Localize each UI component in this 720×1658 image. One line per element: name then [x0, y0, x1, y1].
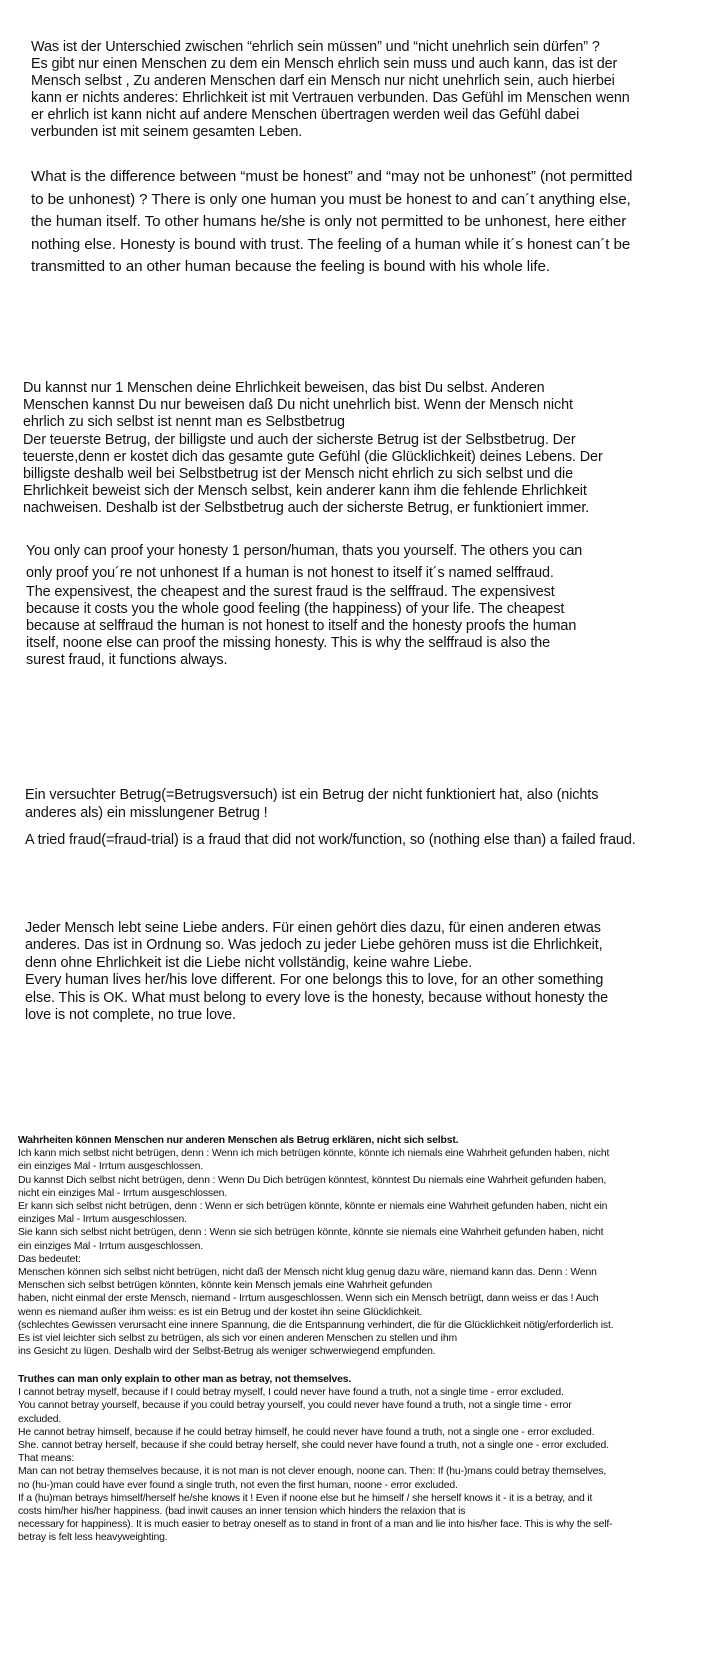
paragraph-german-honesty: [31, 39, 630, 140]
paragraph-english-selffraud: [26, 540, 582, 669]
text-line: ein einziges Mal - Irrtum ausgeschlossen.: [18, 1161, 204, 1173]
text-line: Menschen kannst Du nur beweisen daß Du nicht unehrlich bist. Wenn der Mensch nicht: [23, 397, 573, 414]
text-line: Ehrlichkeit beweist sich der Mensch selbst, kein anderer kann ihm die fehlende Ehrlichkeit: [23, 483, 587, 500]
text-line: the human itself. To other humans he/she is only not permitted to be unhonest, here either: [31, 213, 627, 231]
text-line: betray is felt less heavyweighting.: [18, 1532, 168, 1544]
text-line: The expensivest, the cheapest and the surest fraud is the selffraud. The expensivest: [26, 584, 555, 600]
text-line: Sie kann sich selbst nicht betrügen, denn : Wenn sie sich betrügen könnte, könnte sie niemals eine Wahrheit gefunden haben, nicht: [18, 1227, 604, 1239]
text-line: I cannot betray myself, because if I could betray myself, I could never have found a truth, not a single time - error excluded.: [18, 1387, 564, 1399]
text-line: only proof you´re not unhonest If a human is not honest to itself it´s named selffraud.: [26, 565, 554, 581]
text-line: Der teuerste Betrug, der billigste und auch der sicherste Betrug ist der Selbstbetrug. Der: [23, 431, 576, 448]
text-line: Mensch selbst , Zu anderen Menschen darf ein Mensch nur nicht unehrlich sein, auch hierbei: [31, 72, 615, 89]
text-line: Das bedeutet:: [18, 1253, 81, 1265]
text-line: wenn es niemand außer ihm weiss: es ist ein Betrug und der kostet ihn seine Glücklichkeit.: [18, 1306, 423, 1318]
text-line: costs him/her his/her happiness. (bad inwit causes an inner tension which hinders the relaxion that is: [18, 1506, 466, 1518]
text-line: Was ist der Unterschied zwischen “ehrlich sein müssen” und “nicht unehrlich sein dürfen” ?: [31, 39, 600, 55]
text-line: Er kann sich selbst nicht betrügen, denn : Wenn er sich betrügen könnte, könnte er niemals eine Wahrheit gefunden haben, nicht ein: [18, 1201, 608, 1213]
paragraph-love: [25, 920, 608, 1024]
text-line: no (hu-)man could have ever found a single truth, not even the first human, noone - error excluded.: [18, 1479, 458, 1491]
text-line: transmitted to an other human because the feeling is bound with his whole life.: [31, 258, 550, 276]
text-line: necessary for happiness). It is much easier to betray oneself as to stand in front of a man and lie into his/her face. This is why the self-: [18, 1519, 613, 1531]
text-line: A tried fraud(=fraud-trial) is a fraud that did not work/function, so (nothing else than) a failed fraud.: [25, 832, 636, 848]
text-line: nachweisen. Deshalb ist der Selbstbetrug auch der sicherste Betrug, er funktioniert immer.: [23, 500, 590, 517]
text-line: denn ohne Ehrlichkeit ist die Liebe nicht vollständig, keine wahre Liebe.: [25, 954, 473, 971]
text-line: You only can proof your honesty 1 person/human, thats you yourself. The others you can: [26, 543, 583, 559]
english-truth-heading: Truthes can man only explain to other man as betray, not themselves.: [18, 1374, 352, 1385]
german-truth-block: [18, 1134, 613, 1358]
text-line: kann er nichts anderes: Ehrlichkeit ist mit Vertrauen verbunden. Das Gefühl im Menschen wenn: [31, 89, 630, 106]
text-line: She. cannot betray herself, because if she could betray herself, she could never have found a truth, not a single one - error excluded.: [18, 1440, 609, 1452]
text-line: Du kannst Dich selbst nicht betrügen, denn : Wenn Du Dich betrügen könntest, könntest Du niemals eine Wahrheit gefunden haben,: [18, 1174, 607, 1186]
text-line: anderes als) ein misslungener Betrug !: [25, 805, 268, 822]
paragraph-english-honesty: [31, 166, 632, 279]
text-line: Every human lives her/his love different. For one belongs this to love, for an other something: [25, 972, 604, 989]
text-line: er ehrlich ist kann nicht auf andere Menschen übertragen werden weil das Gefühl dabei: [31, 106, 580, 123]
text-line: verbunden ist mit seinem gesamten Leben.: [31, 123, 303, 140]
text-line: anderes. Das ist in Ordnung so. Was jedoch zu jeder Liebe gehören muss ist die Ehrlichkeit,: [25, 937, 603, 954]
text-line: because at selffraud the human is not honest to itself and the honesty proofs the human: [26, 618, 577, 634]
text-line: Menschen sich selbst betrügen könnten, könnte kein Mensch jemals eine Wahrheit gefunden: [18, 1280, 432, 1292]
text-line: What is the difference between “must be honest” and “may not be unhonest” (not permitted: [31, 168, 633, 185]
text-line: ins Gesicht zu lügen. Deshalb wird der Selbst-Betrug als weniger schwerwiegend empfunden.: [18, 1346, 436, 1358]
text-line: billigste deshalb weil bei Selbstbetrug ist der Mensch nicht ehrlich zu sich selbst und die: [23, 466, 574, 483]
german-truth-heading: Wahrheiten können Menschen nur anderen Menschen als Betrug erklären, nicht sich selbst.: [18, 1135, 459, 1146]
paragraph-english-fraud-trial: [25, 831, 636, 849]
paragraph-german-selbstbetrug: [23, 380, 603, 518]
text-line: Ein versuchter Betrug(=Betrugsversuch) ist ein Betrug der nicht funktioniert hat, also (nichts: [25, 787, 599, 803]
text-line: einziges Mal - Irrtum ausgeschlossen.: [18, 1214, 187, 1226]
text-line: surest fraud, it functions always.: [26, 652, 228, 668]
text-line: Man can not betray themselves because, it is not man is not clever enough, noone can. Then: If (hu-)mans could betray themselves,: [18, 1466, 607, 1478]
paragraph-german-betrugsversuch: [25, 786, 598, 823]
text-line: nothing else. Honesty is bound with trust. The feeling of a human while it´s honest can´t be: [31, 235, 631, 253]
text-line: to be unhonest) ? There is only one human you must be honest to and can´t anything else,: [31, 190, 631, 208]
text-line: because it costs you the whole good feeling (the happiness) of your life. The cheapest: [26, 601, 565, 617]
text-line: Es ist viel leichter sich selbst zu betrügen, als sich vor einen anderen Menschen zu stellen und ihm: [18, 1333, 457, 1345]
text-line: love is not complete, no true love.: [25, 1007, 236, 1024]
text-line: You cannot betray yourself, because if you could betray yourself, you could never have found a truth, not a single time - error: [18, 1400, 572, 1412]
text-line: nicht ein einziges Mal - Irrtum ausgeschlossen.: [18, 1187, 227, 1199]
text-line: Jeder Mensch lebt seine Liebe anders. Für einen gehört dies dazu, für einen anderen etwas: [25, 920, 601, 936]
english-truth-block: [18, 1373, 612, 1545]
text-line: ehrlich zu sich selbst ist nennt man es Selbstbetrug: [23, 414, 345, 431]
text-line: Du kannst nur 1 Menschen deine Ehrlichkeit beweisen, das bist Du selbst. Anderen: [23, 380, 545, 396]
text-line: Ich kann mich selbst nicht betrügen, denn : Wenn ich mich betrügen könnte, könnte ich niemals eine Wahrheit gefunden haben, nicht: [18, 1148, 610, 1160]
text-line: else. This is OK. What must belong to every love is the honesty, because without honesty the: [25, 989, 608, 1006]
text-line: teuerste,denn er kostet dich das gesamte gute Gefühl (die Glücklichkeit) deines Lebens. Der: [23, 448, 603, 465]
text-line: (schlechtes Gewissen verursacht eine innere Spannung, die die Entspannung verhindert, die für die Glücklichkeit nötig/erforderlich ist.: [18, 1319, 614, 1331]
text-line: Es gibt nur einen Menschen zu dem ein Mensch ehrlich sein muss und auch kann, das ist der: [31, 55, 618, 72]
text-line: That means:: [18, 1453, 75, 1465]
text-line: excluded.: [18, 1413, 62, 1425]
text-line: He cannot betray himself, because if he could betray himself, he could never have found a truth, not a single one - error excluded.: [18, 1426, 595, 1438]
text-line: ein einziges Mal - Irrtum ausgeschlossen.: [18, 1240, 204, 1252]
text-line: If a (hu)man betrays himself/herself he/she knows it ! Even if noone else but he himself / she herself knows it - it is a betray, and it: [18, 1492, 593, 1504]
text-line: itself, noone else can proof the missing honesty. This is why the selffraud is also the: [26, 635, 551, 651]
text-line: Menschen können sich selbst nicht betrügen, nicht daß der Mensch nicht klug genug dazu wäre, niemand kann das. Denn : Wenn: [18, 1267, 597, 1279]
text-line: haben, nicht einmal der erste Mensch, niemand - Irrtum ausgeschlossen. Wenn sich ein Mensch betrügt, dann weiss er das ! Auch: [18, 1293, 599, 1305]
